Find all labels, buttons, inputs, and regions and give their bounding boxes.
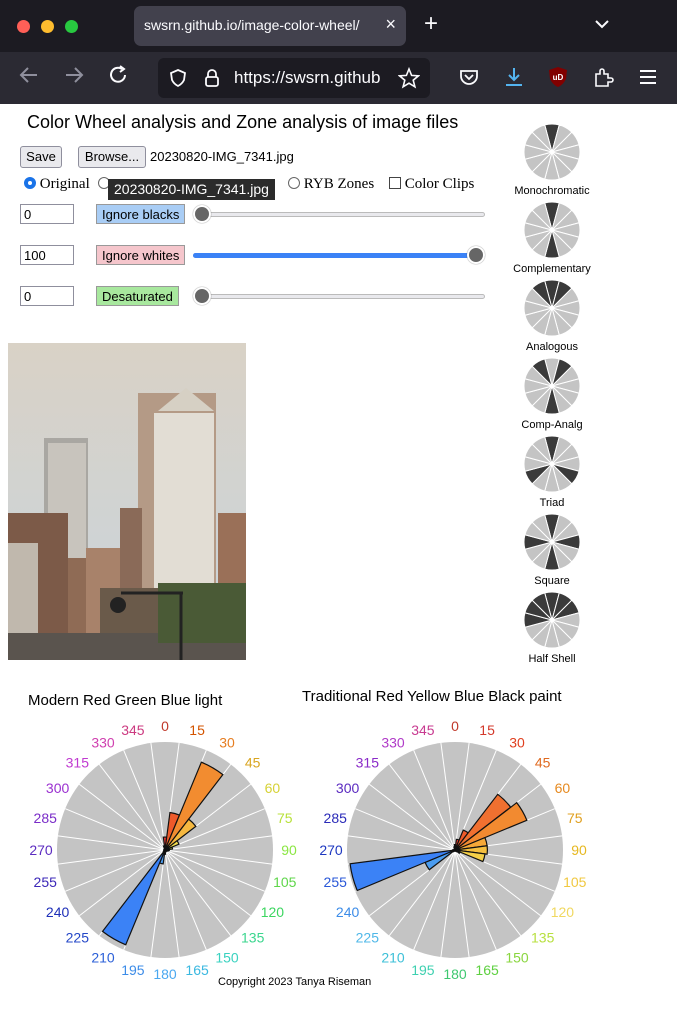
harmony-wheel-icon[interactable] <box>522 590 582 650</box>
angle-label-30: 30 <box>509 734 525 751</box>
angle-label-15: 15 <box>189 722 205 739</box>
harmony-label: Square <box>534 575 570 587</box>
angle-label-240: 240 <box>335 904 360 920</box>
back-icon[interactable] <box>18 64 40 86</box>
star-icon[interactable] <box>398 67 420 89</box>
ryb-chart-title: Traditional Red Yellow Blue Black paint <box>302 688 562 705</box>
harmony-comp-analg[interactable] <box>504 356 600 431</box>
radio-ryb-button[interactable] <box>288 177 300 189</box>
angle-label-270: 270 <box>29 842 53 858</box>
color-clips-toggle[interactable] <box>389 176 474 193</box>
harmony-wheel-icon[interactable] <box>522 278 582 338</box>
angle-label-105: 105 <box>273 874 297 891</box>
slider-thumb[interactable] <box>193 205 211 223</box>
download-icon[interactable] <box>503 66 525 88</box>
ignore-whites-button[interactable]: Ignore whites <box>96 245 185 265</box>
angle-label-300: 300 <box>45 780 70 796</box>
harmony-wheel-icon[interactable] <box>522 356 582 416</box>
angle-label-120: 120 <box>260 904 285 920</box>
angle-label-15: 15 <box>479 722 495 739</box>
angle-label-255: 255 <box>323 874 347 891</box>
harmony-label: Complementary <box>513 263 591 275</box>
angle-label-315: 315 <box>355 754 379 771</box>
color-clips-label: Color Clips <box>404 176 475 192</box>
harmony-label: Triad <box>539 497 565 509</box>
harmony-monochromatic[interactable] <box>504 122 600 197</box>
tab-title: swsrn.github.io/image-color-wheel/ <box>144 17 360 33</box>
angle-label-210: 210 <box>91 949 115 966</box>
angle-label-255: 255 <box>33 874 57 891</box>
angle-label-180: 180 <box>443 966 467 979</box>
angle-label-90: 90 <box>281 842 297 858</box>
angle-label-165: 165 <box>185 961 209 978</box>
tab-list-chevron-icon[interactable] <box>592 14 612 34</box>
reload-icon[interactable] <box>108 64 130 86</box>
page-title: Color Wheel analysis and Zone analysis of image files <box>27 112 459 132</box>
harmony-wheel-icon[interactable] <box>522 434 582 494</box>
radio-ryb-label: RYB Zones <box>303 176 375 192</box>
mode-radio-original[interactable] <box>24 176 110 193</box>
angle-label-180: 180 <box>153 966 177 979</box>
angle-label-345: 345 <box>411 722 435 739</box>
harmony-label: Analogous <box>526 341 578 353</box>
angle-label-270: 270 <box>319 842 343 858</box>
menu-icon[interactable] <box>637 66 659 88</box>
angle-label-240: 240 <box>45 904 70 920</box>
close-window-button[interactable] <box>17 20 30 33</box>
slider-track[interactable] <box>193 294 485 299</box>
rgb-color-wheel-chart <box>20 709 310 979</box>
minimize-window-button[interactable] <box>41 20 54 33</box>
extensions-icon[interactable] <box>592 66 614 88</box>
angle-label-45: 45 <box>534 754 551 771</box>
angle-label-135: 135 <box>241 929 265 946</box>
angle-label-300: 300 <box>335 780 360 796</box>
shield-icon[interactable] <box>168 68 188 88</box>
lock-icon[interactable] <box>202 67 222 89</box>
selected-file-name: 20230820-IMG_7341.jpg <box>150 149 294 164</box>
ignore-blacks-button[interactable]: Ignore blacks <box>96 204 185 224</box>
angle-label-105: 105 <box>563 874 587 891</box>
angle-label-210: 210 <box>381 949 405 966</box>
angle-label-0: 0 <box>161 718 169 734</box>
ignore-whites-input[interactable]: 100 <box>20 245 74 265</box>
angle-label-195: 195 <box>121 961 145 978</box>
harmony-complementary[interactable] <box>504 200 600 275</box>
browser-tabbar <box>0 0 677 52</box>
analyzed-photo <box>8 343 246 660</box>
harmony-wheel-icon[interactable] <box>522 512 582 572</box>
angle-label-150: 150 <box>505 949 529 966</box>
slider-fill <box>193 253 485 258</box>
tab-close-icon[interactable]: × <box>385 14 396 34</box>
ryb-color-wheel-chart <box>310 709 600 979</box>
angle-label-120: 120 <box>550 904 575 920</box>
angle-label-75: 75 <box>566 809 583 826</box>
angle-label-45: 45 <box>244 754 261 771</box>
zoom-window-button[interactable] <box>65 20 78 33</box>
url-bar[interactable] <box>158 58 430 98</box>
desaturated-button[interactable]: Desaturated <box>96 286 179 306</box>
mode-radio-ryb[interactable] <box>288 176 374 193</box>
angle-label-225: 225 <box>65 929 89 946</box>
angle-label-30: 30 <box>219 734 235 751</box>
angle-label-75: 75 <box>276 809 293 826</box>
pocket-icon[interactable] <box>458 66 480 88</box>
angle-label-330: 330 <box>91 734 115 751</box>
harmony-square[interactable] <box>504 512 600 587</box>
browse-button[interactable]: Browse... <box>78 146 146 168</box>
forward-icon[interactable] <box>63 64 85 86</box>
page-content <box>0 104 677 1024</box>
angle-label-0: 0 <box>451 718 459 734</box>
angle-label-150: 150 <box>215 949 239 966</box>
copyright-text: Copyright 2023 Tanya Riseman <box>218 976 372 988</box>
angle-label-60: 60 <box>264 780 281 796</box>
harmony-wheel-icon[interactable] <box>522 200 582 260</box>
new-tab-button[interactable]: + <box>424 10 439 37</box>
angle-label-195: 195 <box>411 961 435 978</box>
angle-label-165: 165 <box>475 961 499 978</box>
harmony-label: Comp-Analg <box>521 419 583 431</box>
angle-label-135: 135 <box>531 929 555 946</box>
angle-label-345: 345 <box>121 722 145 739</box>
browser-toolbar <box>0 52 677 104</box>
desaturated-input[interactable]: 0 <box>20 286 74 306</box>
harmony-half-shell[interactable] <box>504 590 600 665</box>
ublock-icon[interactable] <box>547 66 569 88</box>
harmony-label: Monochromatic <box>514 185 590 197</box>
angle-label-285: 285 <box>33 809 57 826</box>
harmony-analogous[interactable] <box>504 278 600 353</box>
browser-tab[interactable] <box>134 6 406 46</box>
slider-track[interactable] <box>193 212 485 217</box>
angle-label-330: 330 <box>381 734 405 751</box>
harmony-label: Half Shell <box>528 653 576 665</box>
angle-label-60: 60 <box>554 780 571 796</box>
radio-original-label: Original <box>39 176 90 192</box>
angle-label-225: 225 <box>355 929 379 946</box>
svg-text:uD: uD <box>552 73 564 82</box>
angle-label-315: 315 <box>65 754 89 771</box>
slider-thumb[interactable] <box>193 287 211 305</box>
save-button[interactable]: Save <box>20 146 62 168</box>
color-clips-checkbox[interactable] <box>389 177 401 189</box>
url-text: https://swsrn.github <box>234 68 381 87</box>
file-tooltip: 20230820-IMG_7341.jpg <box>108 179 275 200</box>
slider-thumb[interactable] <box>467 246 485 264</box>
harmony-triad[interactable] <box>504 434 600 509</box>
radio-original-button[interactable] <box>24 177 36 189</box>
angle-label-285: 285 <box>323 809 347 826</box>
angle-label-90: 90 <box>571 842 587 858</box>
ignore-blacks-input[interactable]: 0 <box>20 204 74 224</box>
rgb-chart-title: Modern Red Green Blue light <box>28 692 223 709</box>
harmony-wheel-icon[interactable] <box>522 122 582 182</box>
